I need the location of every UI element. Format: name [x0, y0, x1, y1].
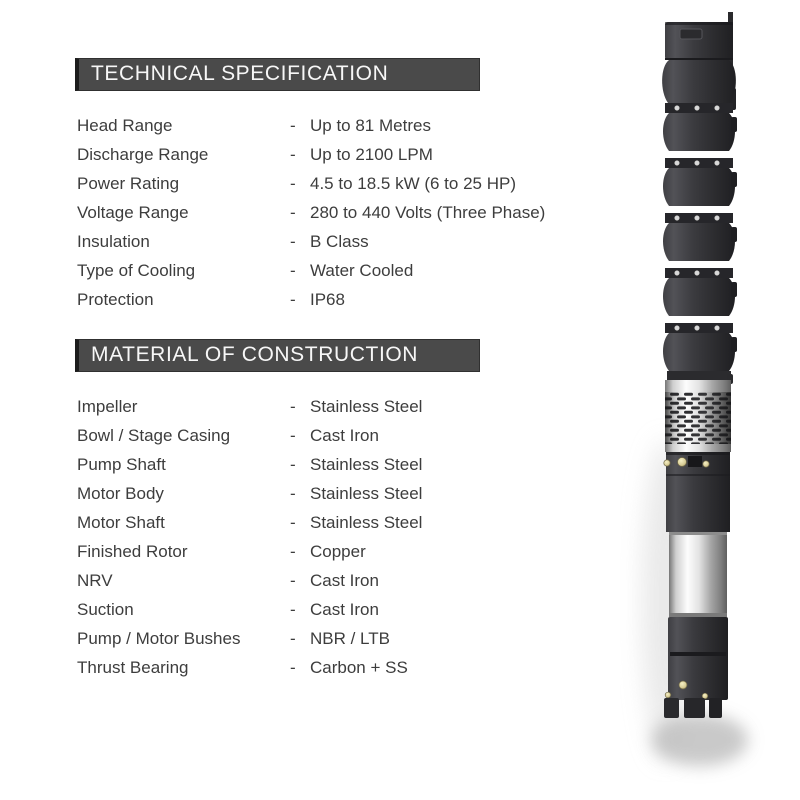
spec-label: Thrust Bearing: [77, 657, 189, 677]
spec-value: 4.5 to 18.5 kW (6 to 25 HP): [310, 173, 516, 193]
spec-label: Discharge Range: [77, 144, 209, 164]
spec-value: Water Cooled: [310, 260, 414, 280]
spec-separator: -: [290, 483, 296, 503]
spec-value: B Class: [310, 231, 369, 251]
pump-nrv-section: [662, 58, 736, 103]
spec-separator: -: [290, 260, 296, 280]
spec-row: [77, 537, 527, 566]
spec-row: [77, 285, 527, 314]
spec-separator: -: [290, 657, 296, 677]
spec-separator: -: [290, 396, 296, 416]
spec-label: Type of Cooling: [77, 260, 196, 280]
spec-label: NRV: [77, 570, 113, 590]
spec-label: Voltage Range: [77, 202, 189, 222]
spec-value: Carbon + SS: [310, 657, 408, 677]
spec-value: Copper: [310, 541, 366, 561]
pump-suction-strainer: [665, 374, 733, 452]
spec-separator: -: [290, 628, 296, 648]
spec-separator: -: [290, 144, 296, 164]
spec-separator: -: [290, 231, 296, 251]
spec-value: IP68: [310, 289, 345, 309]
section-title: TECHNICAL SPECIFICATION: [91, 62, 389, 85]
section-header-technical-specification: [75, 58, 480, 91]
spec-value: Stainless Steel: [310, 454, 423, 474]
technical-specification-list: [77, 111, 546, 314]
spec-row: [77, 595, 527, 624]
spec-separator: -: [290, 425, 296, 445]
spec-label: Motor Shaft: [77, 512, 165, 532]
spec-value: Cast Iron: [310, 599, 379, 619]
pump-motor-bottom: [664, 617, 728, 718]
submersible-pump-image: [620, 0, 790, 800]
pump-stage-stack: [663, 103, 737, 380]
spec-label: Pump / Motor Bushes: [77, 628, 241, 648]
spec-row: [77, 450, 527, 479]
spec-row: [77, 624, 527, 653]
spec-separator: -: [290, 570, 296, 590]
spec-separator: -: [290, 289, 296, 309]
spec-label: Insulation: [77, 231, 150, 251]
spec-value: Stainless Steel: [310, 483, 423, 503]
spec-separator: -: [290, 541, 296, 561]
spec-label: Finished Rotor: [77, 541, 188, 561]
spec-label: Suction: [77, 599, 134, 619]
spec-separator: -: [290, 454, 296, 474]
spec-separator: -: [290, 173, 296, 193]
spec-separator: -: [290, 512, 296, 532]
pump-discharge-head: [665, 22, 733, 60]
spec-value: Up to 81 Metres: [310, 115, 431, 135]
spec-row: [77, 169, 527, 198]
spec-separator: -: [290, 599, 296, 619]
spec-label: Pump Shaft: [77, 454, 166, 474]
spec-value: Cast Iron: [310, 570, 379, 590]
spec-row: [77, 392, 527, 421]
spec-value: Stainless Steel: [310, 396, 423, 416]
spec-label: Motor Body: [77, 483, 164, 503]
spec-row: [77, 198, 546, 227]
spec-row: [77, 479, 527, 508]
spec-value: Stainless Steel: [310, 512, 423, 532]
spec-row: [77, 227, 527, 256]
spec-value: Up to 2100 LPM: [310, 144, 433, 164]
spec-label: Bowl / Stage Casing: [77, 425, 231, 445]
spec-label: Power Rating: [77, 173, 180, 193]
material-of-construction-list: [77, 392, 527, 682]
spec-value: 280 to 440 Volts (Three Phase): [310, 202, 546, 222]
pump-motor-sleeve: [669, 532, 727, 617]
spec-row: [77, 508, 527, 537]
spec-value: Cast Iron: [310, 425, 379, 445]
spec-label: Impeller: [77, 396, 138, 416]
spec-separator: -: [290, 115, 296, 135]
spec-label: Protection: [77, 289, 154, 309]
spec-row: [77, 140, 527, 169]
spec-row: [77, 111, 527, 140]
spec-label: Head Range: [77, 115, 173, 135]
spec-row: [77, 566, 527, 595]
spec-separator: -: [290, 202, 296, 222]
section-header-material-of-construction: [75, 339, 480, 372]
spec-row: [77, 256, 527, 285]
spec-row: [77, 653, 527, 682]
spec-row: [77, 421, 527, 450]
spec-value: NBR / LTB: [310, 628, 390, 648]
pump-coupling-section: [664, 452, 730, 532]
section-title: MATERIAL OF CONSTRUCTION: [91, 343, 419, 366]
